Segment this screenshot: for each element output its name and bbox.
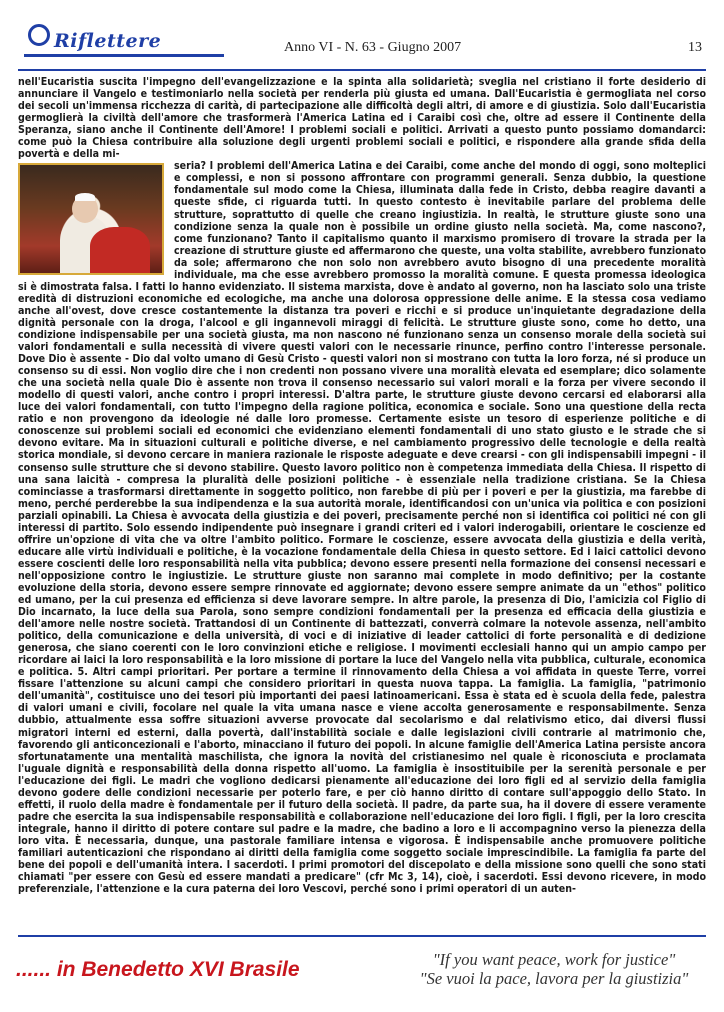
page-number: 13	[688, 40, 702, 55]
logo-underline	[24, 54, 224, 57]
footer-motto	[404, 950, 704, 988]
magazine-logo	[24, 22, 224, 62]
photo-cap	[75, 193, 95, 201]
issue-info: Anno VI - N. 63 - Giugno 2007	[284, 40, 462, 55]
article-text: seria? I problemi dell'America Latina e dei Caraibi, come anche del mondo di oggi, sono molteplici e complessi, e non si possono affrontare con programmi generali. Senza dubbio, la questione fondamentale sul modo come la Chiesa, illuminata dalla fede in Cristo, debba reagire davanti a queste sfide, ci riguarda tutti. In questo contesto è inevitabile parlare del problema delle strutture, soprattutto di quelle che creano ingiustizia. In realtà, le strutture giuste sono una condizione senza la quale non è possibile un ordine giusto nella società. Ma, come nascono?, come funzionano? Tanto il capitalismo quanto il marxismo promisero di trovare la strada per la creazione di strutture giuste ed affermarono che queste, una volta stabilite, avrebbero funzionato da sole; affermarono che non solo non avrebbero avuto bisogno di una precedente moralità individuale, ma che esse avrebbero promosso la moralità comune. E questa promessa ideologica si è dimostrata falsa. I fatti lo hanno evidenziato. Il sistema marxista, dove è andato al governo, non ha lasciato solo una triste eredità di distruzioni economiche ed ecologiche, ma anche una dolorosa oppressione delle anime. E la stessa cosa vediamo anche all'ovest, dove cresce costantemente la distanza tra poveri e ricchi e si produce un'inquietante degradazione della dignità personale con la droga, l'alcool e gli ingannevoli miraggi di felicità. Le strutture giuste sono, come ho detto, una condizione indispensabile per una società giusta, ma non nascono né funzionano senza un consenso morale della società sui valori fondamentali e sulla necessità di vivere questi valori con le necessarie rinunce, perfino contro l'interesse personale. Dove Dio è assente - Dio dal volto umano di Gesù Cristo - questi valori non si mostrano con tutta la loro forza, né si produce un consenso su di essi. Non voglio dire che i non credenti non possano vivere una moralità elevata ed esemplare; dico solamente che una società nella quale Dio è assente non trova il consenso necessario sui valori morali e la forza per vivere secondo il modello di questi valori, anche contro i propri interessi. D'altra parte, le strutture giuste devono cercarsi ed elaborarsi alla luce dei valori fondamentali, con tutto l'impegno della ragione politica, economica e sociale. Sono una questione della recta ratio e non provengono da ideologie né dalle loro promesse. Certamente esiste un tesoro di esperienze politiche e di conoscenze sui problemi sociali ed economici che evidenziano elementi fondamentali di uno stato giusto e le strade che si devono evitare. Ma in situazioni culturali e politiche diverse, e nel cambiamento progressivo delle tecnologie e della realtà storica mondiale, si devono cercare in maniera razionale le risposte adeguate e deve crearsi - con gli indispensabili impegni - il consenso sulle strutture che si devono stabilire. Questo lavoro politico non è competenza immediata della Chiesa. Il rispetto di una sana laicità - compresa la pluralità delle posizioni politiche - è essenziale nella tradizione cristiana. Se la Chiesa cominciasse a trasformarsi direttamente in soggetto politico, non farebbe di più per i poveri e per la giustizia, ma farebbe di meno, perché perderebbe la sua indipendenza e la sua autorità morale, identificandosi con un'unica via politica e con posizioni parziali opinabili. La Chiesa è avvocata della giustizia e dei poveri, precisamente perché non si identifica coi politici né con gli interessi di partito. Solo essendo indipendente può insegnare i grandi criteri ed i valori inderogabili, orientare le coscienze ed offrire un'opzione di vita che va oltre l'ambito politico. Formare le coscienze, essere avvocata della giustizia e della verità, educare alle virtù individuali e politiche, è la vocazione fondamentale della Chiesa in questo settore. Ed i laici cattolici devono essere coscienti delle loro responsabilità nella vita pubblica; devono essere presenti nella formazione dei consensi necessari e nell'opposizione contro le ingiustizie. Le strutture giuste non saranno mai complete in modo definitivo; per la costante evoluzione della storia, devono essere sempre rinnovate ed aggiornate; devono essere sempre animate da un "ethos" politico ed umano, per la cui presenza ed efficienza si deve lavorare sempre. In altre parole, la presenza di Dio, l'amicizia col Figlio di Dio incarnato, la luce della sua Parola, sono sempre condizioni fondamentali per la presenza ed efficacia della giustizia e dell'amore nelle nostre società. Trattandosi di un Continente di battezzati, converrà colmare la notevole assenza, nell'ambito politico, della comunicazione e della università, di voci e di iniziative di leader cattolici di forte personalità e di dedizione generosa, che siano coerenti con le loro convinzioni etiche e religiose. I movimenti ecclesiali hanno qui un ampio campo per ricordare ai laici la loro responsabilità e la loro missione di portare la luce del Vangelo nella vita pubblica, culturale, economica e politica. 5. Altri campi prioritari. Per portare a termine il rinnovamento della Chiesa a voi affidata in queste Terre, vorrei fissare l'attenzione su alcuni campi che considero prioritari in questa nuova tappa. La famiglia. La famiglia, "patrimonio dell'umanità", costituisce uno dei tesori più importanti dei paesi latinoamericani. Essa è stata ed è scuola della fede, palestra di valori umani e civili, focolare nel quale la vita umana nasce e viene accolta generosamente e responsabilmente. Senza dubbio, attualmente essa soffre situazioni avverse provocate dal secolarismo e dal relativismo etico, dai diversi flussi migratori interni ed esterni, dalla povertà, dall'instabilità sociale e dalle legislazioni civili contrarie al matrimonio che, favorendo gli anticoncezionali e l'aborto, minacciano il futuro dei popoli. In alcune famiglie dell'America Latina persiste ancora sfortunatamente una mentalità maschilista, che ignora la novità del cristianesimo nel quale è riconosciuta e proclamata l'uguale dignità e responsabilità della donna rispetto all'uomo. La famiglia è insostituibile per la serenità personale e per l'educazione dei figli. Le madri che vogliono dedicarsi pienamente all'educazione dei loro figli ed al servizio della famiglia devono godere delle condizioni necessarie per poterlo fare, e per ciò hanno diritto di contare sull'appoggio dello Stato. In effetti, il ruolo della madre è fondamentale per il futuro della società. Il padre, da parte sua, ha il dovere di essere veramente padre che esercita la sua indispensabile responsabilità e collaborazione nell'educazione dei loro figli. I figli, per la loro crescita integrale, hanno il diritto di potere contare sul padre e la madre, che badino a loro e li accompagnino verso la pienezza della loro vita. È necessaria, dunque, una pastorale familiare intensa e vigorosa. È indispensabile anche promuovere politiche familiari autenticazioni che rispondano ai diritti della famiglia come soggetto sociale imprescindibile. La famiglia fa parte del bene dei popoli e dell'umanità intera. I sacerdoti. I primi promotori del discepolato e della missione sono quelli che sono stati chiamati "per essere con Gesù ed essere mandati a predicare" (cfr Mc 3, 14), cioè, i sacerdoti. Essi devono ricevere, in modo preferenziale, l'attenzione e la cura paterna dei loro Vescovi, perché sono i primi operatori di un auten-	[18, 160, 706, 896]
logo-circle-icon	[28, 24, 50, 46]
photo-figure-red	[90, 227, 150, 275]
pope-photo	[18, 163, 164, 275]
page-header	[0, 0, 724, 70]
footer-motto-english: "If you want peace, work for justice"	[432, 950, 676, 969]
footer-divider	[18, 935, 706, 937]
logo-text: Riflettere	[54, 30, 162, 52]
article-body	[18, 76, 706, 932]
footer-series-title: ...... in Benedetto XVI Brasile	[16, 958, 300, 981]
header-divider	[18, 69, 706, 71]
footer-motto-italian: "Se vuoi la pace, lavora per la giustizia"	[419, 969, 689, 988]
article-intro: nell'Eucaristia suscita l'impegno dell'evangelizzazione e la spinta alla solidarietà; sveglia nel cristiano il forte desiderio di annunciare il Vangelo e testimoniarlo nella società per renderla più giusta ed umana. Dall'Eucaristia è germogliata nel corso dei secoli un'immensa ricchezza di carità, di partecipazione alle difficoltà degli altri, di amore e di giustizia. Solo dall'Eucaristia germoglierà la civiltà dell'amore che trasformerà l'America Latina ed i Caraibi così che, oltre ad essere il Continente della Speranza, siano anche il Continente dell'Amore! I problemi sociali e politici. Arrivati a questo punto possiamo domandarci: come può la Chiesa contribuire alla soluzione degli urgenti problemi sociali e politici, e rispondere alla grande sfida della povertà e della mi-	[18, 76, 706, 161]
